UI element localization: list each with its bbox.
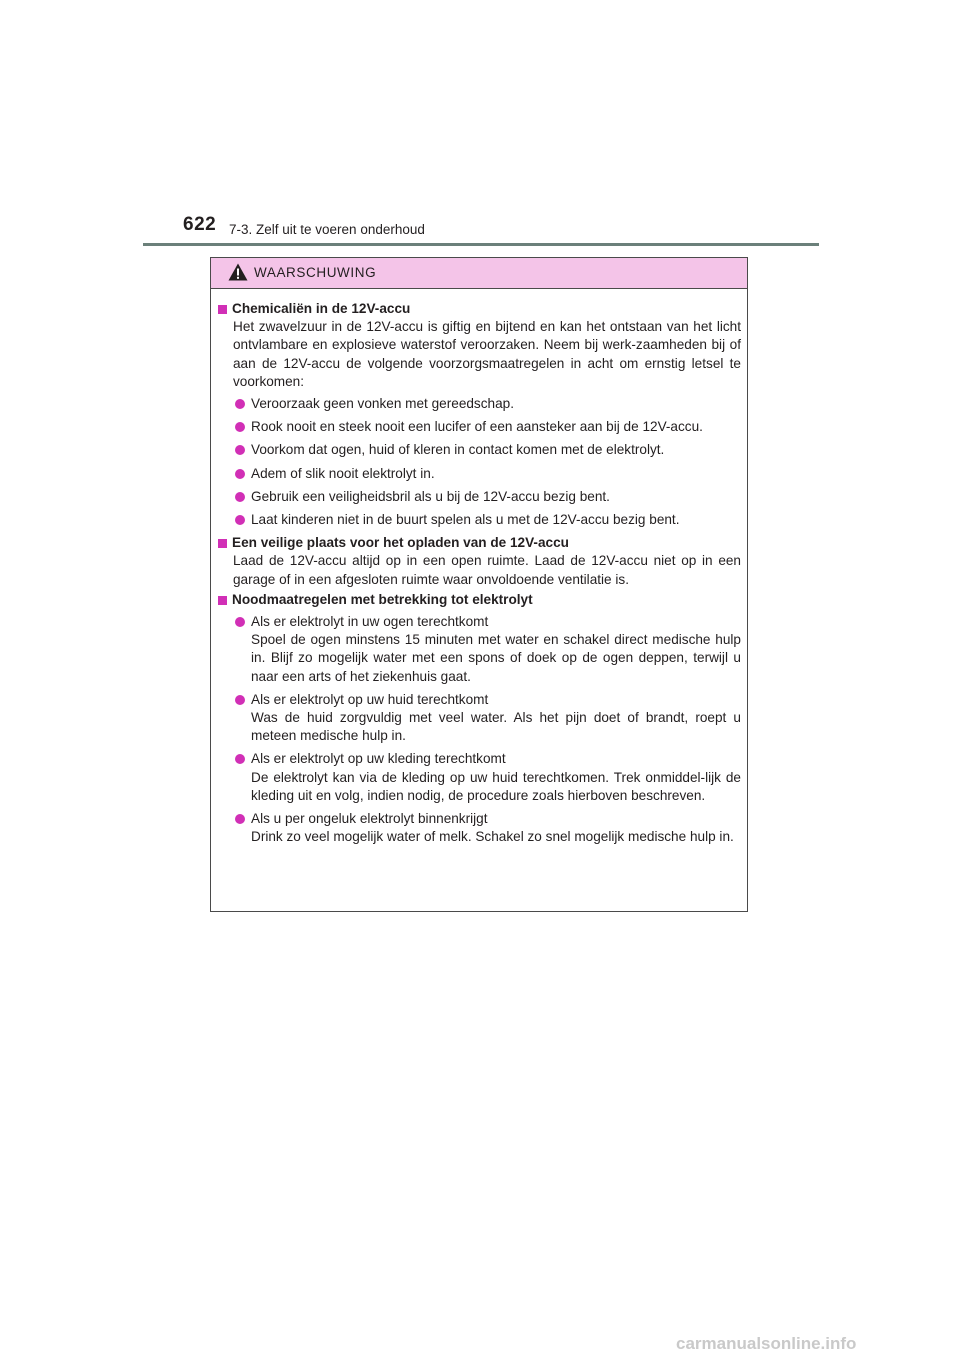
bullet-detail: De elektrolyt kan via de kleding op uw huid terechtkomen. Trek onmiddel-lijk de kleding uit en volg, indien nodig, de procedure zoals hierboven beschreven. bbox=[251, 769, 741, 803]
warning-section bbox=[218, 300, 741, 529]
square-bullet-icon bbox=[218, 305, 227, 314]
round-bullet-icon bbox=[235, 399, 245, 409]
section-heading bbox=[218, 300, 741, 318]
warning-body bbox=[211, 289, 747, 846]
bullet-list bbox=[218, 613, 741, 846]
bullet-text bbox=[251, 418, 741, 436]
bullet-title: Als u per ongeluk elektrolyt binnenkrijgt bbox=[251, 811, 488, 827]
bullet-list bbox=[218, 395, 741, 529]
warning-header bbox=[211, 258, 747, 289]
section-text: Laad de 12V-accu altijd op in een open ruimte. Laad de 12V-accu niet op in een garage of in een afgesloten ruimte waar onvoldoende ventilatie is. bbox=[233, 553, 741, 587]
section-heading-text: Een veilige plaats voor het opladen van de 12V-accu bbox=[232, 535, 569, 551]
round-bullet-icon bbox=[235, 814, 245, 824]
section-heading bbox=[218, 534, 741, 552]
bullet-text bbox=[251, 691, 741, 746]
bullet-text bbox=[251, 750, 741, 805]
round-bullet-icon bbox=[235, 754, 245, 764]
warning-section bbox=[218, 534, 741, 589]
header-rule bbox=[143, 243, 819, 246]
round-bullet-icon bbox=[235, 515, 245, 525]
bullet-title: Als er elektrolyt op uw huid terechtkomt bbox=[251, 691, 489, 707]
bullet-detail: Drink zo veel mogelijk water of melk. Schakel zo snel mogelijk medische hulp in. bbox=[251, 829, 734, 845]
bullet-title: Laat kinderen niet in de buurt spelen als u met de 12V-accu bezig bent. bbox=[251, 512, 680, 528]
bullet-text bbox=[251, 465, 741, 483]
bullet-title: Als er elektrolyt op uw kleding terechtkomt bbox=[251, 751, 506, 767]
section-heading bbox=[218, 591, 741, 609]
page-number: 622 bbox=[183, 214, 217, 235]
bullet-title: Gebruik een veiligheidsbril als u bij de 12V-accu bezig bent. bbox=[251, 488, 610, 504]
bullet-text bbox=[251, 441, 741, 459]
bullet-text bbox=[251, 511, 741, 529]
watermark: carmanualsonline.info bbox=[676, 1334, 857, 1353]
round-bullet-icon bbox=[235, 492, 245, 502]
list-item bbox=[218, 441, 741, 459]
bullet-detail: Spoel de ogen minstens 15 minuten met water en schakel direct medische hulp in. Blijf zo mogelijk water met een spons of doek op de ogen deppen, terwijl u naar een arts of het ziekenhuis gaat. bbox=[251, 632, 741, 684]
bullet-detail: Was de huid zorgvuldig met veel water. Als het pijn doet of brandt, roept u meteen medische hulp in. bbox=[251, 710, 741, 744]
bullet-title: Veroorzaak geen vonken met gereedschap. bbox=[251, 396, 514, 412]
list-item bbox=[218, 395, 741, 413]
bullet-text bbox=[251, 488, 741, 506]
list-item bbox=[218, 465, 741, 483]
round-bullet-icon bbox=[235, 422, 245, 432]
bullet-title: Als er elektrolyt in uw ogen terechtkomt bbox=[251, 614, 489, 630]
section-title: 7-3. Zelf uit te voeren onderhoud bbox=[229, 222, 425, 237]
bullet-title: Adem of slik nooit elektrolyt in. bbox=[251, 465, 435, 481]
list-item bbox=[218, 613, 741, 686]
bullet-text bbox=[251, 395, 741, 413]
warning-triangle-icon bbox=[228, 263, 248, 281]
warning-title: WAARSCHUWING bbox=[254, 265, 377, 280]
round-bullet-icon bbox=[235, 469, 245, 479]
bullet-text bbox=[251, 810, 741, 846]
list-item bbox=[218, 750, 741, 805]
round-bullet-icon bbox=[235, 695, 245, 705]
warning-box bbox=[210, 257, 748, 912]
list-item bbox=[218, 810, 741, 846]
bullet-title: Voorkom dat ogen, huid of kleren in contact komen met de elektrolyt. bbox=[251, 442, 665, 458]
round-bullet-icon bbox=[235, 445, 245, 455]
round-bullet-icon bbox=[235, 617, 245, 627]
square-bullet-icon bbox=[218, 539, 227, 548]
list-item bbox=[218, 418, 741, 436]
list-item bbox=[218, 488, 741, 506]
section-heading-text: Noodmaatregelen met betrekking tot elektrolyt bbox=[232, 591, 533, 607]
bullet-text bbox=[251, 613, 741, 686]
list-item bbox=[218, 691, 741, 746]
bullet-title: Rook nooit en steek nooit een lucifer of een aansteker aan bij de 12V-accu. bbox=[251, 419, 703, 435]
section-text: Het zwavelzuur in de 12V-accu is giftig en bijtend en kan het ontstaan van het licht ontvlambare en explosieve waterstof veroorzaken. Neem bij werk-zaamheden bij of aan de 12V-accu de volgende voorzorgsmaatregelen in acht om ernstig letsel te voorkomen: bbox=[233, 319, 741, 389]
section-heading-text: Chemicaliën in de 12V-accu bbox=[232, 301, 411, 316]
list-item bbox=[218, 511, 741, 529]
warning-section bbox=[218, 591, 741, 847]
square-bullet-icon bbox=[218, 596, 227, 605]
